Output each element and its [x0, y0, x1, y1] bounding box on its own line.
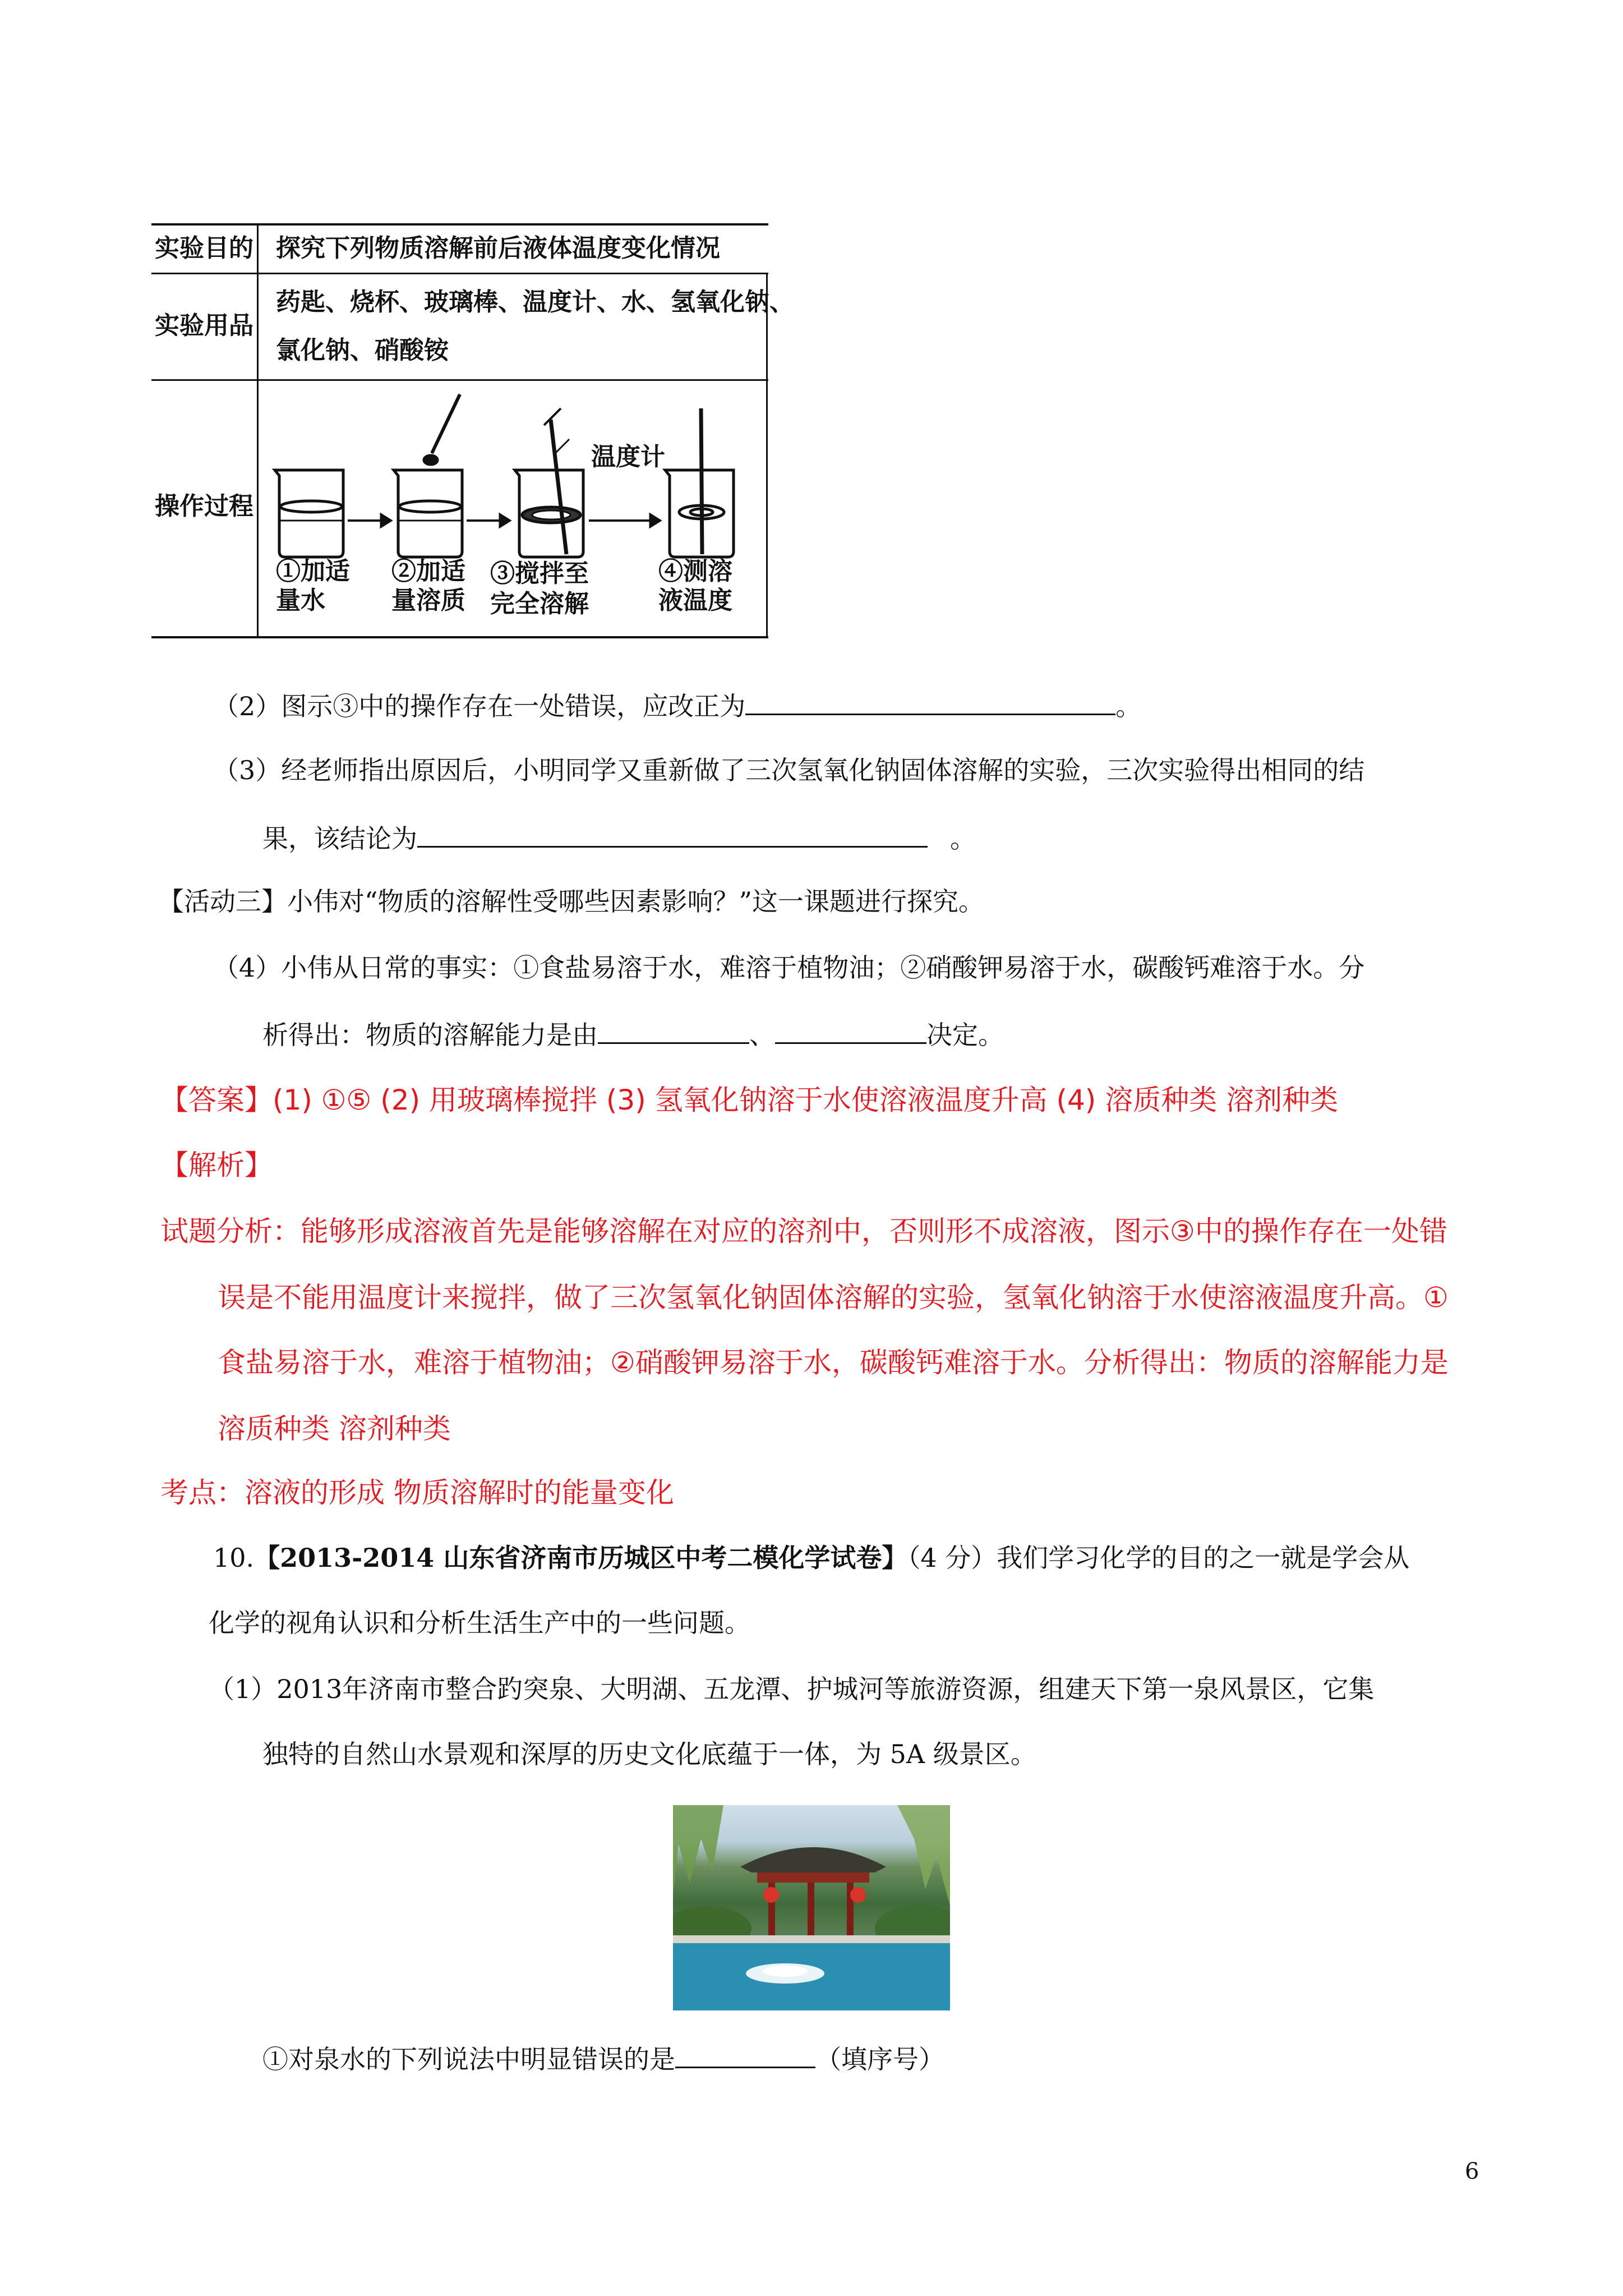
question-10-part1-line2: 独特的自然山水景观和深厚的历史文化底蕴于一体，为 5A 级景区。 — [262, 1739, 1036, 1769]
beaker-1-icon — [275, 470, 343, 557]
step-1-line1: ①加适 — [276, 557, 350, 586]
question-10-line2: 化学的视角认识和分析生活生产中的一些问题。 — [209, 1608, 750, 1638]
table-label-materials: 实验用品 — [155, 311, 253, 340]
page-number: 6 — [1465, 2159, 1479, 2184]
step-1-line2: 量水 — [276, 586, 325, 615]
analysis-title: 【解析】 — [160, 1149, 273, 1181]
question-3-line1: （3）经老师指出原因后，小明同学又重新做了三次氢氧化钠固体溶解的实验，三次实验得出相同的结 — [213, 755, 1365, 785]
beaker-2-icon — [394, 470, 462, 557]
question-10-part1-line1: （1）2013年济南市整合趵突泉、大明湖、五龙潭、护城河等旅游资源，组建天下第一泉风景区，它集 — [209, 1674, 1375, 1704]
spring-scenery-illustration — [673, 1805, 950, 2010]
answer-blank[interactable] — [745, 688, 1115, 715]
arrow-right-icon — [589, 515, 660, 526]
question-2: （2）图示③中的操作存在一处错误，应改正为 。 — [213, 688, 1141, 723]
table-border-right — [766, 273, 768, 638]
question-3-line2: 果，该结论为 。 — [262, 820, 976, 855]
step-2-line1: ②加适 — [391, 557, 465, 586]
step-4-line2: 液温度 — [658, 586, 732, 615]
analysis-line-3: 食盐易溶于水，难溶于植物油；②硝酸钾易溶于水，碳酸钙难溶于水。分析得出：物质的溶解能力是 — [218, 1346, 1449, 1379]
beaker-3-icon — [515, 470, 583, 557]
table-border-bottom — [151, 636, 768, 638]
step-2-line2: 量溶质 — [391, 586, 465, 615]
spoon-icon — [424, 394, 460, 464]
table-row-divider — [151, 379, 768, 381]
question-10-line1: 10.【2013-2014 山东省济南市历城区中考二模化学试卷】（4 分）我们学习化学的目的之一就是学会从 — [213, 1543, 1410, 1573]
question-10-sub1: ①对泉水的下列说法中明显错误的是 （填序号） — [262, 2041, 944, 2076]
table-content-purpose: 探究下列物质溶解前后液体温度变化情况 — [276, 234, 720, 263]
answer-blank[interactable] — [417, 820, 928, 848]
step-3-line2: 完全溶解 — [490, 590, 589, 618]
arrow-right-icon — [467, 515, 509, 526]
question-4-line2: 析得出：物质的溶解能力是由 、 决定。 — [262, 1016, 1004, 1051]
kaodian-line: 考点：溶液的形成 物质溶解时的能量变化 — [160, 1476, 674, 1509]
table-content-materials-line1: 药匙、烧杯、玻璃棒、温度计、水、氢氧化钠、 — [276, 288, 794, 316]
step-3-line1: ③搅拌至 — [490, 559, 589, 588]
arrow-right-icon — [348, 515, 390, 526]
table-label-purpose: 实验目的 — [155, 234, 253, 263]
table-label-procedure: 操作过程 — [155, 492, 253, 521]
spring-scenery-photo — [673, 1805, 950, 2010]
procedure-diagram — [264, 386, 763, 560]
answer-blank[interactable] — [675, 2041, 815, 2068]
table-row-divider — [151, 273, 768, 274]
answer-blank[interactable] — [598, 1016, 749, 1044]
answer-blank[interactable] — [775, 1016, 926, 1044]
table-border-top — [151, 223, 768, 226]
question-4-line1: （4）小伟从日常的事实：①食盐易溶于水，难溶于植物油；②硝酸钾易溶于水，碳酸钙难溶于水。分 — [213, 953, 1365, 983]
answer-line: 【答案】(1) ①⑤ (2) 用玻璃棒搅拌 (3) 氢氧化钠溶于水使溶液温度升高 (4) 溶质种类 溶剂种类 — [160, 1084, 1339, 1116]
thermometer-icon — [701, 408, 702, 554]
analysis-line-1: 试题分析：能够形成溶液首先是能够溶解在对应的溶剂中，否则形不成溶液，图示③中的操作存在一处错 — [160, 1215, 1447, 1248]
analysis-line-2: 误是不能用温度计来搅拌，做了三次氢氧化钠固体溶解的实验，氢氧化钠溶于水使溶液温度升高。① — [218, 1281, 1449, 1314]
step-4-line1: ④测溶 — [658, 557, 732, 586]
analysis-line-4: 溶质种类 溶剂种类 — [218, 1412, 451, 1445]
thermometer-label: 温度计 — [591, 443, 665, 471]
activity-3: 【活动三】小伟对“物质的溶解性受哪些因素影响？”这一课题进行探究。 — [158, 886, 985, 917]
experiment-table — [151, 223, 794, 638]
table-content-materials-line2: 氯化钠、硝酸铵 — [276, 336, 449, 365]
beaker-4-icon — [665, 470, 734, 557]
table-col-divider — [257, 223, 259, 638]
